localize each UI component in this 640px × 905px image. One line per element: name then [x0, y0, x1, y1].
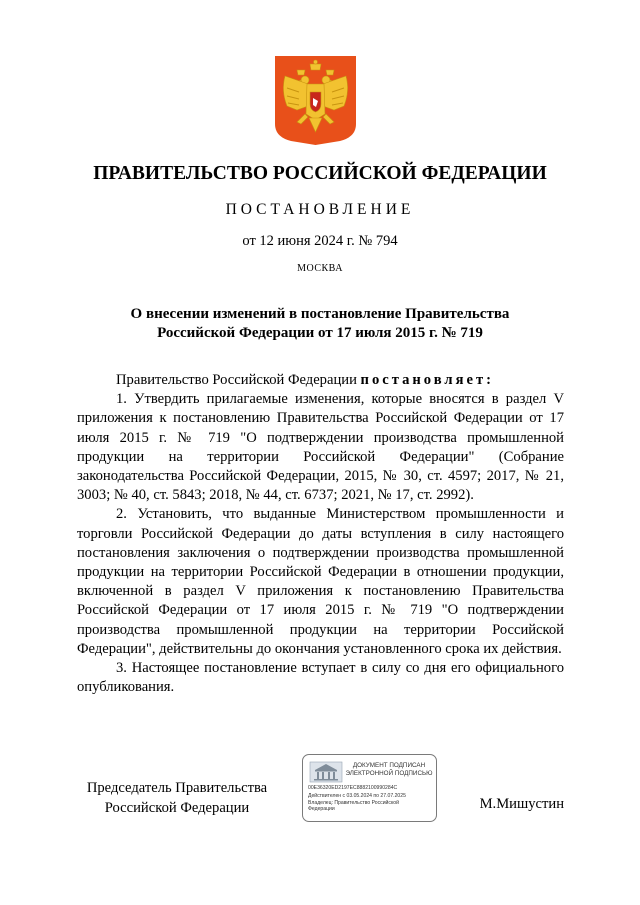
document-subject	[0, 305, 640, 343]
signer-position-line: Председатель Правительства	[86, 780, 268, 796]
document-type: ПОСТАНОВЛЕНИЕ	[225, 201, 415, 218]
document-subject-line: Российской Федерации от 17 июля 2015 г. № 719	[157, 325, 483, 341]
document-body	[77, 371, 564, 697]
paragraph-1: 1. Утвердить прилагаемые изменения, которые вносятся в раздел V приложения к постановлению Правительства Российской Федерации от 17 июля 2015 г. № 719 "О подтверждении производства промышленной продукции на территории Российской Федерации" (Собрание законодательства Российской Федерации, 2015, № 30, ст. 4597; 2017, № 21, 3003; № 40, ст. 5843; 2018, № 44, ст. 6737; 2021, № 17, ст. 2992).	[77, 391, 564, 504]
document-city: МОСКВА	[297, 263, 343, 274]
intro-text: Правительство Российской Федерации	[116, 372, 361, 388]
stamp-certificate: 00E36320ED2197EC8882100990284C	[308, 785, 398, 791]
stamp-owner: Владелец: Правительство Российской	[308, 800, 399, 806]
document-subject-line: О внесении изменений в постановление Правительства	[130, 306, 510, 322]
signer-position	[77, 778, 277, 818]
government-title: ПРАВИТЕЛЬСТВО РОССИЙСКОЙ ФЕДЕРАЦИИ	[93, 163, 547, 184]
stamp-validity: Действителен с 03.05.2024 по 27.07.2025	[308, 793, 406, 799]
stamp-title-line: ДОКУМЕНТ ПОДПИСАН	[352, 762, 426, 769]
coat-of-arms-icon	[275, 56, 356, 145]
document-date-number: от 12 июня 2024 г. № 794	[242, 233, 398, 249]
stamp-owner: Федерации	[308, 806, 335, 812]
paragraph-2: 2. Установить, что выданные Министерством промышленности и торговли Российской Федерации до даты вступления в силу настоящего постановления заключения о подтверждении производства промышленной продукции на территории Российской Федерации в отношении продукции, включенной в раздел V приложения к постановлению Правительства Российской Федерации от 17 июля 2015 г. № 719 "О подтверждении производства промышленной продукции на территории Российской Федерации", действительны до окончания установленного срока их действия.	[77, 506, 564, 657]
stamp-title	[343, 762, 435, 777]
paragraph-3: 3. Настоящее постановление вступает в силу со дня его официального опубликования.	[77, 660, 564, 696]
electronic-signature-stamp	[302, 754, 437, 822]
decree-keyword: постановляет:	[360, 372, 494, 388]
signer-position-line: Российской Федерации	[104, 800, 250, 816]
stamp-title-line: ЭЛЕКТРОННОЙ ПОДПИСЬЮ	[345, 769, 433, 777]
intro-paragraph	[77, 371, 564, 390]
signer-name: М.Мишустин	[479, 796, 564, 812]
government-building-icon	[309, 761, 343, 783]
